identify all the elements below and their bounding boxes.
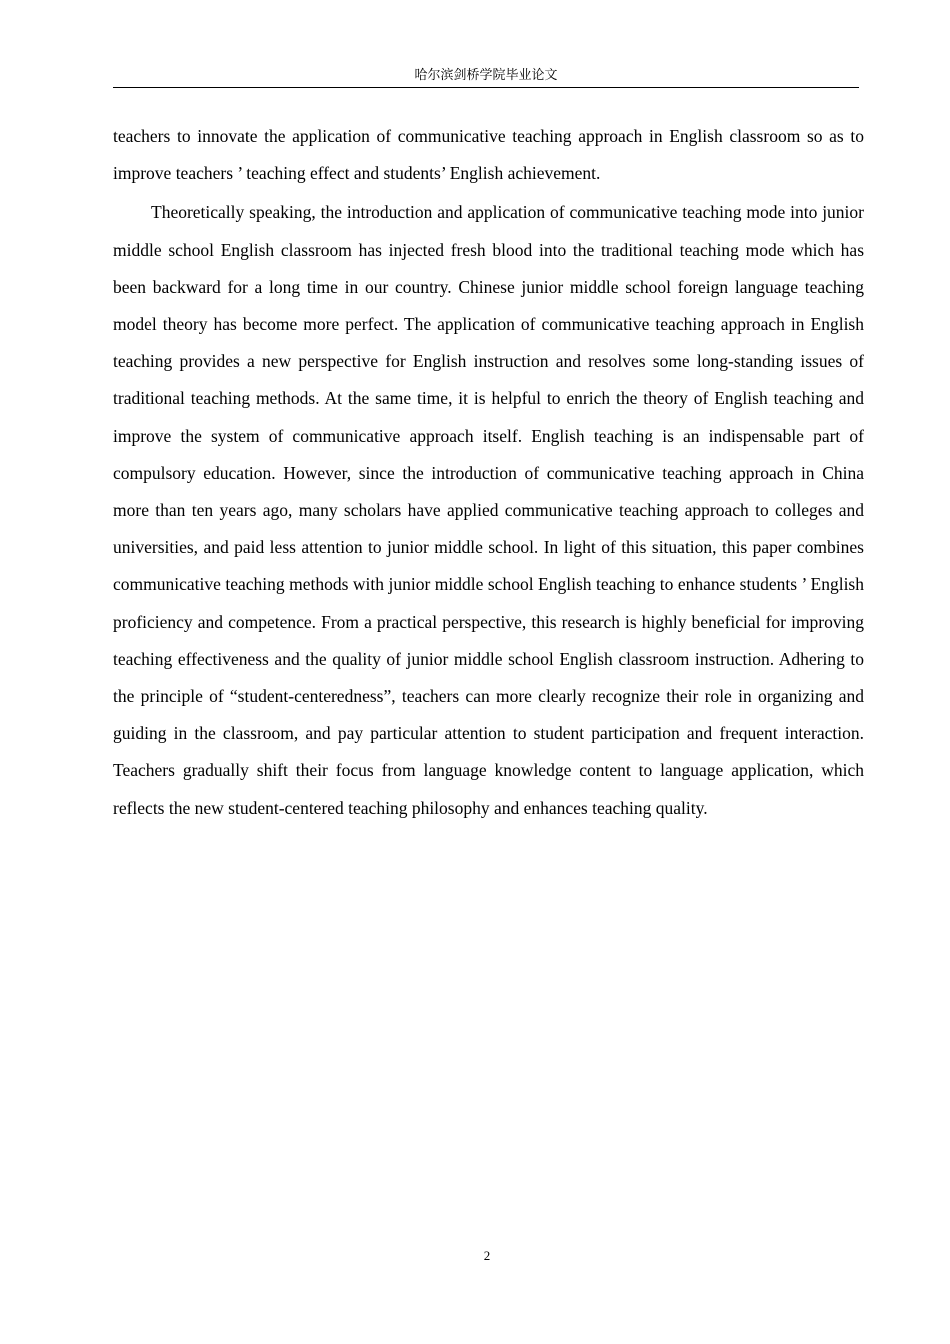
paragraph-continued: teachers to innovate the application of communicative teaching approach in English classroom so as to improve teachers ’ teaching effect and students’ English achievement. — [113, 126, 864, 184]
page-number: 2 — [483, 1248, 491, 1263]
running-header: 哈尔滨剑桥学院毕业论文 — [113, 64, 859, 88]
body-text — [113, 118, 864, 827]
paragraph-main: Theoretically speaking, the introduction and application of communicative teaching mode into junior middle school English classroom has injected fresh blood into the traditional teaching mode which has been backward for a long time in our country. Chinese junior middle school foreign language teaching model theory has become more perfect. The application of communicative teaching approach in English teaching provides a new perspective for English instruction and resolves some long-standing issues of traditional teaching methods. At the same time, it is helpful to enrich the theory of English teaching and improve the system of communicative approach itself. English teaching is an indispensable part of compulsory education. However, since the introduction of communicative teaching approach in China more than ten years ago, many scholars have applied communicative teaching approach to colleges and universities, and paid less attention to junior middle school. In light of this situation, this paper combines communicative teaching methods with junior middle school English teaching to enhance students ’ English proficiency and competence. From a practical perspective, this research is highly beneficial for improving teaching effectiveness and the quality of junior middle school English classroom instruction. Adhering to the principle of “student-centeredness”, teachers can more clearly recognize their role in organizing and guiding in the classroom, and pay particular attention to student participation and frequent interaction. Teachers gradually shift their focus from language knowledge content to language application, which reflects the new student-centered teaching philosophy and enhances teaching quality. — [113, 202, 864, 818]
